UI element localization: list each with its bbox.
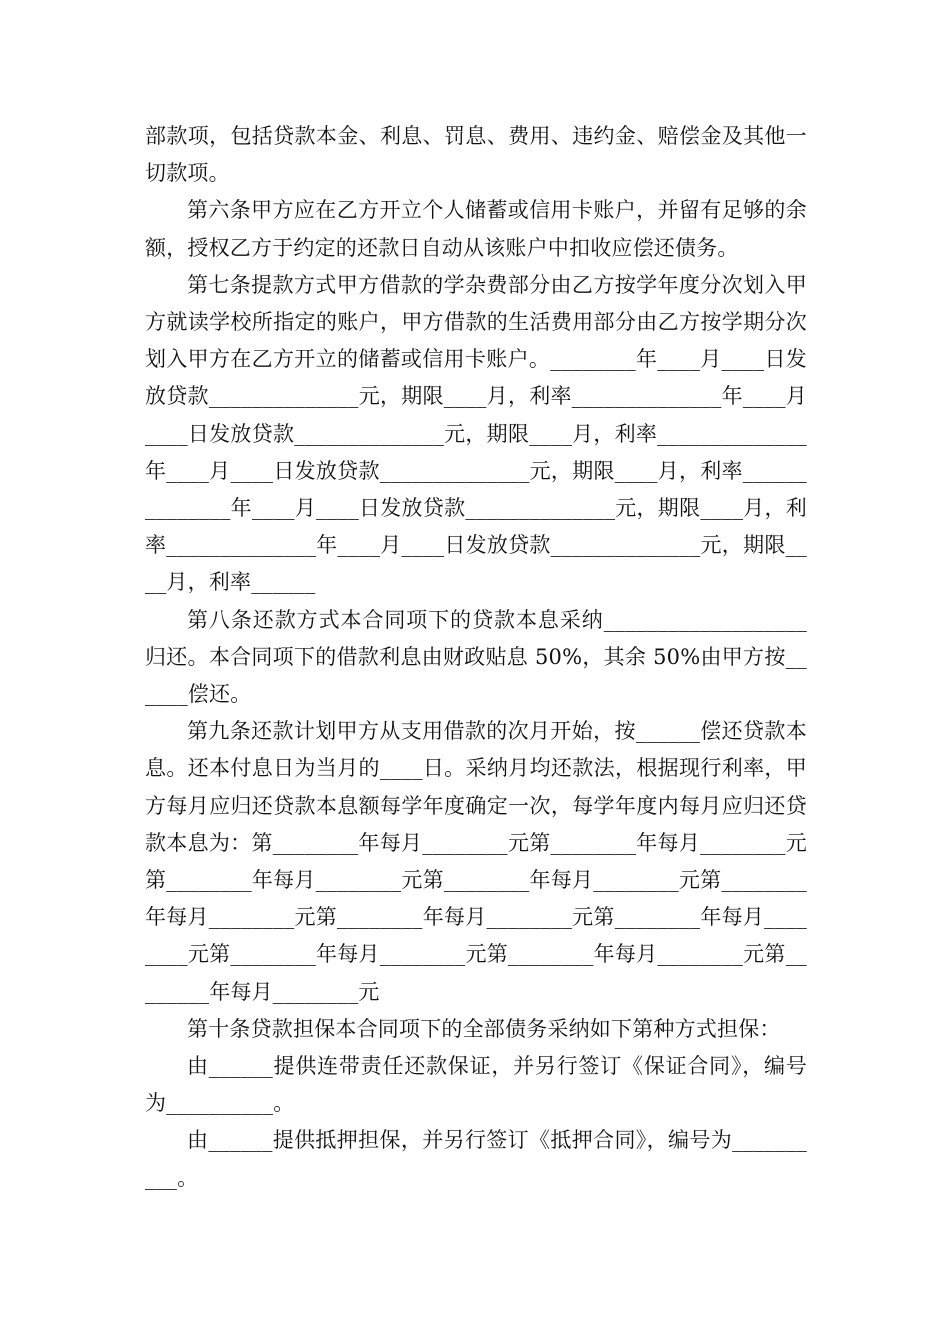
paragraph-article-9: 第九条还款计划甲方从支用借款的次月开始，按______偿还贷款本息。还本付息日为当月的____日。采纳月均还款法，根据现行利率，甲方每月应归还贷款本息额每学年度确定一次，每学年度内每月应归还贷款本息为：第________年每月________元第________年每月________元第________年每月________元第________年每月________元第________年每月________元第________年每月________元第________年每月________元第________年每月________元第________年每月________元第________年每月________元 (145, 719, 807, 1004)
paragraph-article-7: 第七条提款方式甲方借款的学杂费部分由乙方按学年度分次划入甲方就读学校所指定的账户，甲方借款的生活费用部分由乙方按学期分次划入甲方在乙方开立的储蓄或信用卡账户。________年____月____日发放贷款______________元，期限____月，利率______________年____月____日发放贷款______________元，期限____月，利率______________年____月____日发放贷款______________元，期限____月，利率______________年____月____日发放贷款______________元，期限____月，利率______________年____月____日发放贷款______________元，期限____月，利率______ (145, 272, 807, 595)
paragraph-article-6: 第六条甲方应在乙方开立个人储蓄或信用卡账户，并留有足够的余额，授权乙方于约定的还款日自动从该账户中扣收应偿还债务。 (145, 198, 807, 260)
paragraph-article-8: 第八条还款方式本合同项下的贷款本息采纳___________________归还。本合同项下的借款利息由财政贴息 50%，其余 50%由甲方按______偿还。 (145, 607, 807, 707)
document-body (145, 118, 807, 1197)
paragraph-guarantee-1: 由______提供连带责任还款保证，并另行签订《保证合同》，编号为__________。 (145, 1054, 807, 1116)
paragraph-guarantee-2: 由______提供抵押担保，并另行签订《抵押合同》，编号为__________。 (145, 1128, 807, 1190)
paragraph-continuation: 部款项，包括贷款本金、利息、罚息、费用、违约金、赔偿金及其他一切款项。 (145, 124, 807, 186)
paragraph-article-10: 第十条贷款担保本合同项下的全部债务采纳如下第种方式担保： (187, 1016, 781, 1041)
